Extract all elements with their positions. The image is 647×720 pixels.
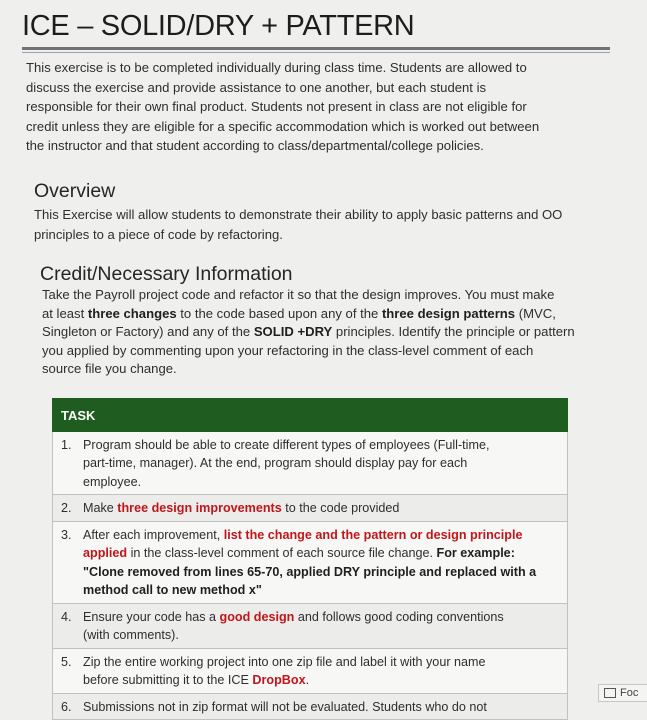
overview-line: This Exercise will allow students to demonstrate their ability to apply basic patterns and OO: [34, 207, 563, 222]
overview-paragraph: [34, 205, 604, 244]
title-rule-thin: [22, 52, 610, 53]
task-item: 6. Submissions not in zip format will not be evaluated. Students who do not: [53, 693, 568, 720]
title-rule: [22, 47, 610, 50]
task-table: [52, 398, 568, 720]
page-title: ICE – SOLID/DRY + PATTERN: [22, 10, 415, 42]
task-highlight: three design improvements: [117, 501, 282, 515]
credit-emphasis: three changes: [87, 305, 177, 321]
credit-line: you applied by commenting upon your refactoring in the class-level comment of each: [42, 342, 534, 358]
intro-line: the instructor and that student according to class/departmental/college policies.: [26, 138, 484, 153]
focus-button-label: Foc: [620, 687, 639, 699]
task-highlight: list the change and the pattern or design principle: [223, 527, 523, 542]
task-table-header: TASK: [53, 399, 568, 432]
task-item: 3. After each improvement, list the change and the pattern or design principle applied in the class-level comment of each source file change. For example: "Clone removed from lines 65-70, applied DRY principle and replaced with a method call to new method x": [53, 521, 568, 603]
overview-heading: Overview: [34, 180, 116, 202]
credit-line: Take the Payroll project code and refactor it so that the design improves. You must make: [42, 287, 555, 302]
task-highlight: DropBox: [252, 673, 306, 687]
intro-line: discuss the exercise and provide assistance to one another, but each student is: [26, 79, 487, 95]
task-item: 5. Zip the entire working project into one zip file and label it with your name before submitting it to the ICE DropBox.: [53, 648, 568, 693]
task-item: 4. Ensure your code has a good design and follows good coding conventions (with comments).: [53, 603, 568, 648]
credit-line: at least three changes to the code based upon any of the three design patterns (MVC,: [42, 305, 556, 321]
task-item: 2. Make three design improvements to the code provided: [53, 495, 568, 522]
credit-emphasis: three design patterns: [381, 305, 516, 321]
intro-line: responsible for their own final product. Students not present in class are not eligible for: [26, 99, 527, 114]
intro-line: credit unless they are eligible for a specific accommodation which is worked out between: [26, 118, 540, 134]
task-item: 1. Program should be able to create different types of employees (Full-time, part-time, manager). At the end, program should display pay for each employee.: [53, 431, 568, 495]
focus-button[interactable]: [598, 684, 647, 702]
intro-paragraph: [26, 58, 606, 156]
credit-line: source file you change.: [42, 361, 177, 376]
credit-paragraph: [42, 286, 602, 379]
credit-line: Singleton or Factory) and any of the SOLID +DRY principles. Identify the principle or pattern: [42, 324, 575, 339]
task-highlight: applied: [83, 546, 128, 560]
focus-icon: [604, 688, 616, 698]
task-highlight: good design: [219, 609, 295, 624]
overview-line: principles to a piece of code by refactoring.: [34, 226, 283, 242]
intro-line: This exercise is to be completed individually during class time. Students are allowed to: [26, 60, 527, 75]
credit-emphasis: SOLID +DRY: [253, 324, 333, 339]
credit-heading: Credit/Necessary Information: [40, 263, 293, 285]
